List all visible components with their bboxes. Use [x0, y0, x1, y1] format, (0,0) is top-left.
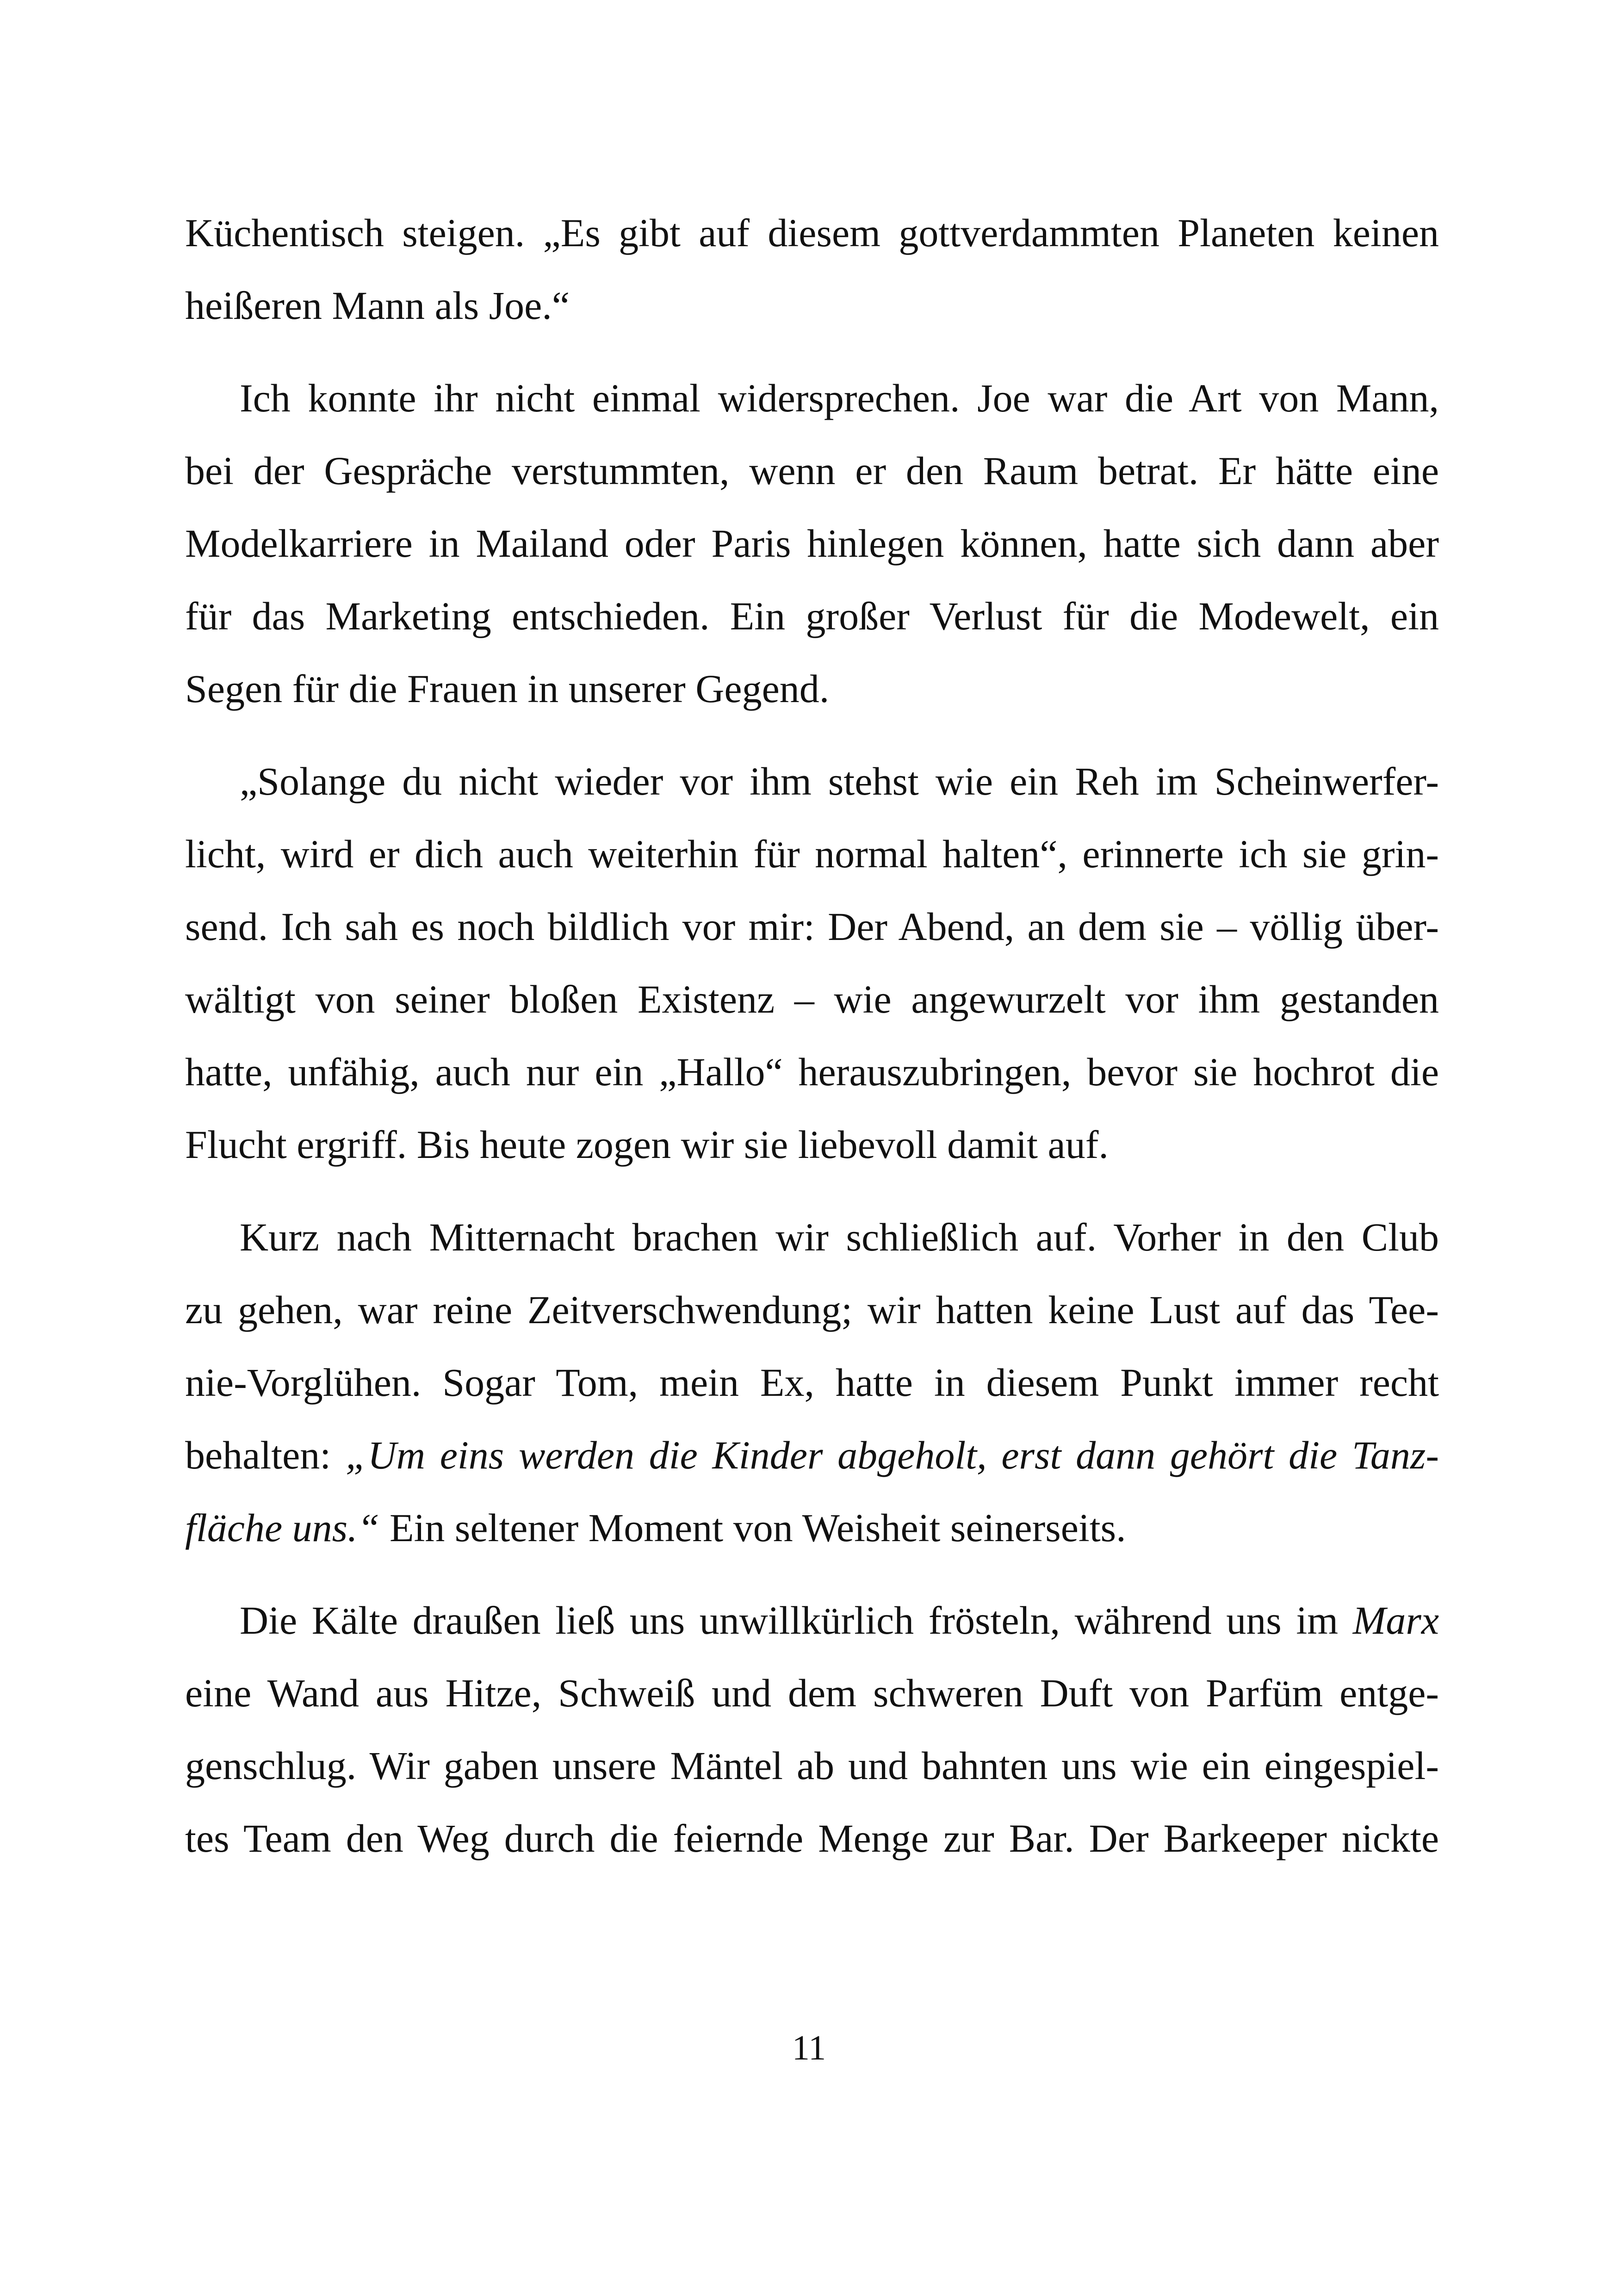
quote-italic: fläche uns.“	[185, 1506, 380, 1550]
text-line: zu gehen, war reine Zeitverschwendung; wir hatten keine Lust auf das Tee-	[185, 1288, 1439, 1332]
text-line: bei der Gespräche verstummten, wenn er den Raum betrat. Er hätte eine	[185, 448, 1439, 493]
paragraph-3	[185, 745, 1439, 1181]
text-line	[185, 1584, 1439, 1657]
quote-italic: „Um eins werden die Kinder abgeholt, erst dann gehört die Tanz-	[345, 1433, 1439, 1477]
text-line: wältigt von seiner bloßen Existenz – wie angewurzelt vor ihm gestanden	[185, 977, 1439, 1021]
club-name-italic: Marx	[1352, 1598, 1439, 1643]
paragraph-1	[185, 197, 1439, 342]
text-line: Ich konnte ihr nicht einmal widersprechen. Joe war die Art von Mann,	[240, 376, 1439, 420]
page-number: 11	[792, 2028, 826, 2067]
text-line: nie-Vorglühen. Sogar Tom, mein Ex, hatte in diesem Punkt immer recht	[185, 1360, 1439, 1405]
text-line: eine Wand aus Hitze, Schweiß und dem schweren Duft von Parfüm entge-	[185, 1671, 1439, 1715]
body-text	[185, 197, 1439, 1875]
text-line: Kurz nach Mitternacht brachen wir schließlich auf. Vorher in den Club	[240, 1215, 1439, 1259]
text-line-prefix: behalten:	[185, 1433, 346, 1477]
text-line-suffix: Ein seltener Moment von Weisheit seinerseits.	[379, 1506, 1126, 1550]
text-line: licht, wird er dich auch weiterhin für normal halten“, erinnerte ich sie grin-	[185, 832, 1439, 876]
paragraph-5	[185, 1584, 1439, 1875]
paragraph-2	[185, 362, 1439, 725]
text-line-prefix: Die Kälte draußen ließ uns unwillkürlich frösteln, während uns im	[240, 1598, 1353, 1643]
text-line: send. Ich sah es noch bildlich vor mir: Der Abend, an dem sie – völlig über-	[185, 904, 1439, 949]
text-line: „Solange du nicht wieder vor ihm stehst wie ein Reh im Scheinwerfer-	[240, 759, 1439, 803]
text-line: tes Team den Weg durch die feiernde Menge zur Bar. Der Barkeeper nickte	[185, 1816, 1439, 1860]
text-line: heißeren Mann als Joe.“	[185, 283, 570, 328]
text-line: Flucht ergriff. Bis heute zogen wir sie liebevoll damit auf.	[185, 1122, 1109, 1167]
text-line: genschlug. Wir gaben unsere Mäntel ab und bahnten uns wie ein eingespiel-	[185, 1743, 1439, 1788]
text-line: Küchentisch steigen. „Es gibt auf diesem gottverdammten Planeten keinen	[185, 211, 1439, 255]
text-line	[185, 1419, 1439, 1492]
text-line: Segen für die Frauen in unserer Gegend.	[185, 666, 830, 711]
text-line: Modelkarriere in Mailand oder Paris hinlegen können, hatte sich dann aber	[185, 521, 1439, 566]
text-line	[185, 1492, 1439, 1564]
text-line: für das Marketing entschieden. Ein großer Verlust für die Modewelt, ein	[185, 594, 1439, 638]
text-line: hatte, unfähig, auch nur ein „Hallo“ herauszubringen, bevor sie hochrot die	[185, 1050, 1439, 1094]
paragraph-4	[185, 1201, 1439, 1564]
